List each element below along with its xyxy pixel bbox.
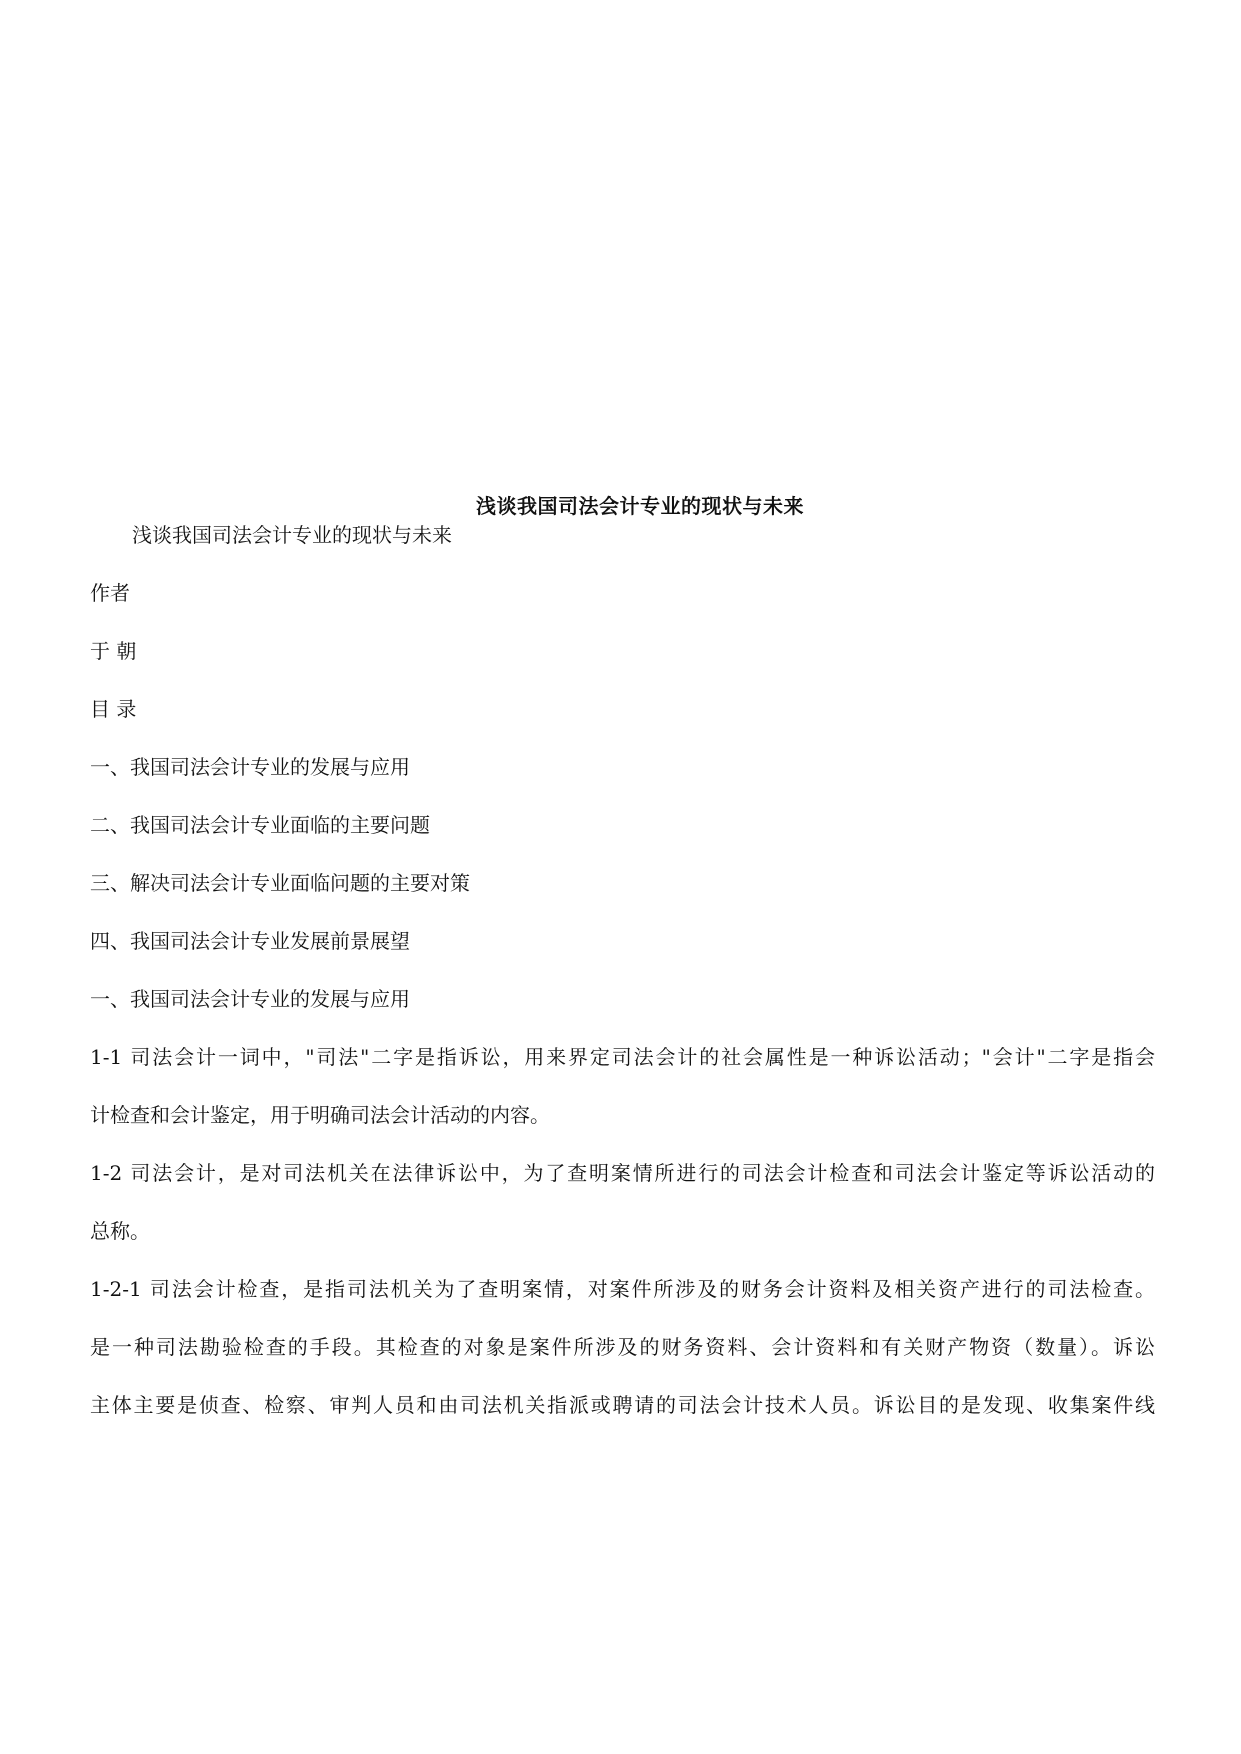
section-heading: 一、我国司法会计专业的发展与应用	[90, 987, 410, 1011]
body-line: 主体主要是侦查、检察、审判人员和由司法机关指派或聘请的司法会计技术人员。诉讼目的是发现、收集案件线	[90, 1393, 1155, 1417]
body-line: 1-2-1 司法会计检查，是指司法机关为了查明案情，对案件所涉及的财务会计资料及相关资产进行的司法检查。	[90, 1277, 1155, 1301]
body-line: 总称。	[90, 1219, 150, 1243]
body-line: 1-2 司法会计，是对司法机关在法律诉讼中，为了查明案情所进行的司法会计检查和司法会计鉴定等诉讼活动的	[90, 1161, 1155, 1185]
toc-item: 二、我国司法会计专业面临的主要问题	[90, 813, 430, 837]
toc-item: 三、解决司法会计专业面临问题的主要对策	[90, 871, 470, 895]
author-name: 于 朝	[90, 639, 137, 663]
body-line: 计检查和会计鉴定，用于明确司法会计活动的内容。	[90, 1103, 550, 1127]
toc-item: 一、我国司法会计专业的发展与应用	[90, 755, 410, 779]
toc-label: 目 录	[90, 697, 137, 721]
body-line: 是一种司法勘验检查的手段。其检查的对象是案件所涉及的财务资料、会计资料和有关财产物资（数量）。诉讼	[90, 1335, 1155, 1359]
toc-item: 四、我国司法会计专业发展前景展望	[90, 929, 410, 953]
body-line: 1-1 司法会计一词中，"司法"二字是指诉讼，用来界定司法会计的社会属性是一种诉讼活动；"会计"二字是指会	[90, 1045, 1155, 1069]
document-subtitle: 浅谈我国司法会计专业的现状与未来	[132, 523, 452, 547]
document-title: 浅谈我国司法会计专业的现状与未来	[476, 494, 804, 518]
author-label: 作者	[90, 581, 130, 605]
